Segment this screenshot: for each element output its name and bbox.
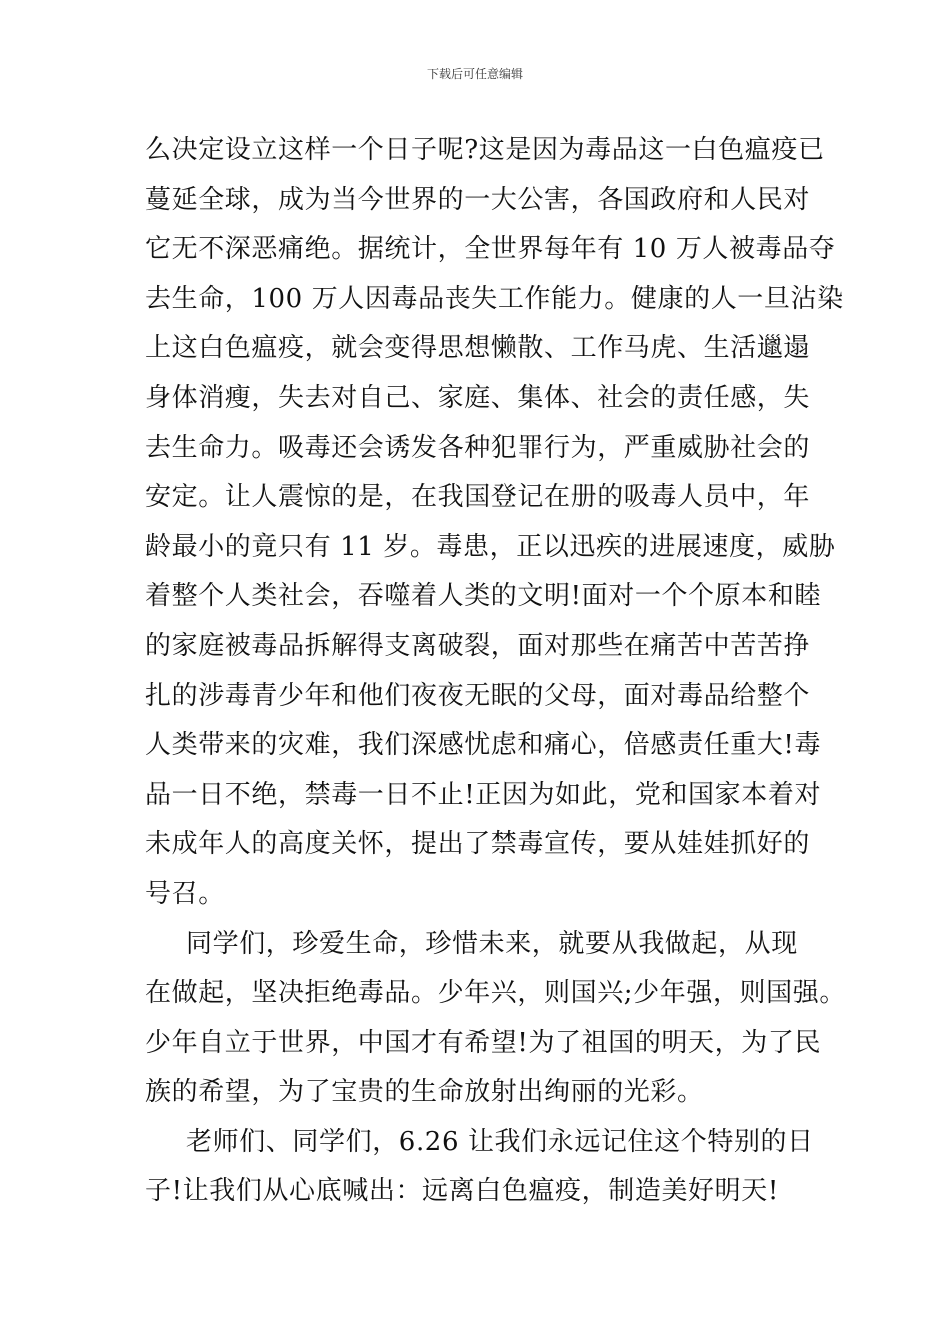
text-line: 族的希望，为了宝贵的生命放射出绚丽的光彩。 — [145, 1077, 704, 1108]
text-line: 龄最小的竟只有 11 岁。毒患，正以迅疾的进展速度，威胁 — [145, 531, 836, 562]
text-line: 号召。 — [145, 878, 225, 909]
text-line: 上这白色瘟疫，就会变得思想懒散、工作马虎、生活邋遢 — [145, 333, 811, 364]
text-line: 着整个人类社会，吞噬着人类的文明!面对一个个原本和睦 — [145, 581, 822, 612]
text-line: 在做起，坚决拒绝毒品。少年兴，则国兴;少年强，则国强。 — [145, 978, 846, 1009]
page-header: 下载后可任意编辑 — [426, 67, 523, 81]
text-line: 未成年人的高度关怀，提出了禁毒宣传，要从娃娃抓好的 — [145, 829, 811, 860]
text-line: 少年自立于世界，中国才有希望!为了祖国的明天，为了民 — [145, 1027, 822, 1058]
text-line: 扎的涉毒青少年和他们夜夜无眠的父母，面对毒品给整个 — [145, 680, 811, 711]
text-line: 子!让我们从心底喊出：远离白色瘟疫，制造美好明天! — [145, 1176, 779, 1207]
paragraph-3 — [145, 1118, 814, 1217]
text-line: 蔓延全球，成为当今世界的一大公害，各国政府和人民对 — [145, 184, 811, 215]
text-line: 去生命力。吸毒还会诱发各种犯罪行为，严重威胁社会的 — [145, 432, 811, 463]
text-line: 的家庭被毒品拆解得支离破裂，面对那些在痛苦中苦苦挣 — [145, 630, 811, 661]
text-line: 同学们，珍爱生命，珍惜未来，就要从我做起，从现 — [186, 928, 798, 959]
text-line: 老师们、同学们，6.26 让我们永远记住这个特别的日 — [186, 1126, 814, 1157]
document-body — [145, 126, 846, 1217]
text-line: 它无不深恶痛绝。据统计，全世界每年有 10 万人被毒品夺 — [145, 234, 836, 265]
text-line: 人类带来的灾难，我们深感忧虑和痛心，倍感责任重大!毒 — [145, 730, 822, 761]
text-line: 身体消瘦，失去对自己、家庭、集体、社会的责任感，失 — [145, 382, 811, 413]
text-line: 品一日不绝，禁毒一日不止!正因为如此，党和国家本着对 — [145, 779, 822, 810]
paragraph-1 — [145, 126, 844, 920]
text-line: 么决定设立这样一个日子呢?这是因为毒品这一白色瘟疫已 — [145, 135, 825, 165]
text-line: 安定。让人震惊的是，在我国登记在册的吸毒人员中，年 — [145, 482, 811, 513]
paragraph-2 — [145, 920, 846, 1118]
text-line: 去生命，100 万人因毒品丧失工作能力。健康的人一旦沾染 — [145, 283, 844, 314]
